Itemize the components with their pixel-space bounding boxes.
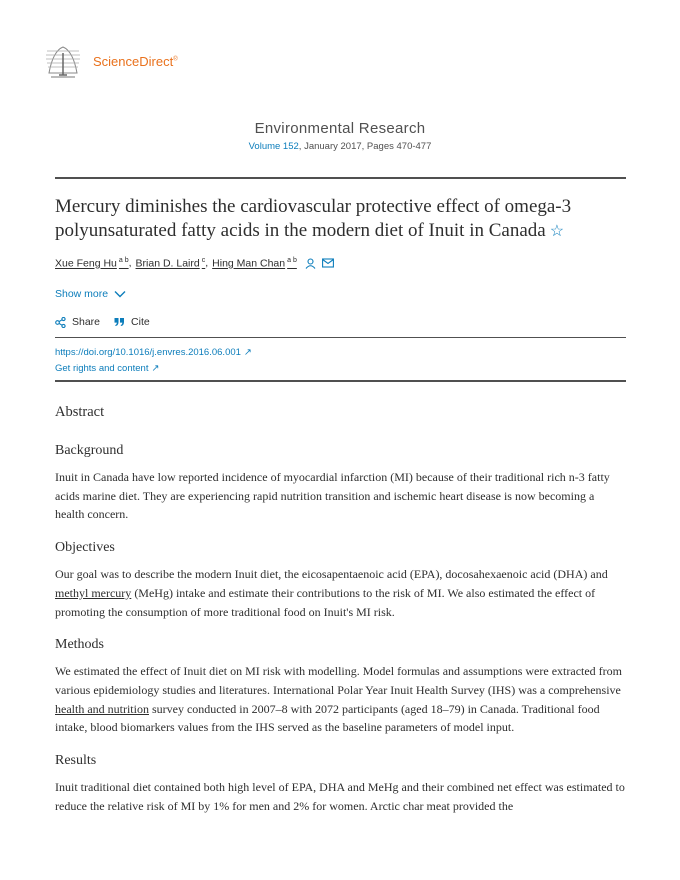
share-button[interactable] [55, 316, 100, 328]
methods-paragraph: We estimated the effect of Inuit diet on MI risk with modelling. Model formulas and assumptions were extracted from various epidemiology studies and literatures. International Polar Year Inuit Health Survey (IHS) was a comprehensive health and nutrition survey conducted in 2007–8 with 2072 participants (aged 18–79) in Canada. Traditional food intake, blood biomarkers values from the IHS served as the baseline parameters of model input. [55, 664, 622, 735]
doi-text: https://doi.org/10.1016/j.envres.2016.06.001 [55, 347, 241, 358]
doi-link[interactable] [55, 345, 252, 361]
external-link-icon: ↗ [243, 347, 252, 358]
logo-wordmark: ScienceDirect® [93, 53, 178, 69]
methyl-mercury-link[interactable]: methyl mercury [55, 585, 132, 600]
show-more-label: Show more [55, 288, 109, 300]
external-link-icon: ↗ [151, 363, 160, 374]
person-icon[interactable] [305, 258, 316, 269]
share-label: Share [72, 316, 101, 328]
actions-divider [55, 337, 626, 338]
methods-heading: Methods [55, 637, 104, 653]
chevron-down-icon [114, 290, 126, 298]
abstract-section [55, 404, 626, 831]
results-paragraph: Inuit traditional diet contained both high level of EPA, DHA and MeHg and their combined net effect was estimated to reduce the relative risk of MI by 1% for men and 2% for women. Arctic char meat provided the [55, 780, 625, 813]
journal-header [0, 120, 680, 152]
author-list: Xue Feng Hu $^{a b}$ , Brian D. Laird $^c$ , Hing Man Chan $^{a b}$ [55, 257, 334, 270]
article-title-text: Mercury diminishes the cardiovascular protective effect of omega-3 polyunsaturated fatty acids in the modern diet of Inuit in Canada [55, 196, 572, 241]
article-actions [55, 316, 150, 328]
article-title [55, 195, 626, 244]
health-and-nutrition-link[interactable]: health and nutrition [55, 701, 149, 716]
objectives-heading: Objectives [55, 540, 115, 556]
objectives-paragraph: Our goal was to describe the modern Inuit diet, the eicosapentaenoic acid (EPA), docosahexaenoic acid (DHA) and methyl mercury (MeHg) intake and estimate their contributions to the risk of MI. We also estimated the effect of promoting the consumption of more traditional food on Inuit's MI risk. [55, 567, 608, 619]
quote-icon [114, 317, 125, 327]
cite-button[interactable] [114, 316, 150, 328]
links-divider [55, 380, 626, 382]
results-heading: Results [55, 753, 97, 769]
background-paragraph: Inuit in Canada have low reported incidence of myocardial infarction (MI) because of their traditional rich n-3 fatty acids marine diet. They are experiencing rapid nutrition transition and ischemic heart disease is now becoming a health concern. [55, 470, 610, 522]
rights-text: Get rights and content [55, 363, 149, 374]
journal-meta [0, 141, 680, 152]
journal-title[interactable]: Environmental Research [254, 120, 426, 137]
header-divider [55, 177, 626, 179]
background-heading: Background [55, 443, 124, 458]
article-links [55, 345, 252, 377]
journal-date-pages: , January 2017, Pages 470-477 [298, 141, 432, 152]
volume-link[interactable]: Volume 152 [248, 141, 299, 152]
cite-label: Cite [131, 316, 150, 328]
author-link[interactable]: Brian D. Laird $^c$ [135, 257, 206, 270]
elsevier-tree-icon [43, 43, 83, 79]
email-icon[interactable] [322, 258, 334, 268]
author-link[interactable]: Xue Feng Hu $^{a b}$ [55, 257, 129, 270]
show-more-button[interactable] [55, 288, 126, 300]
author-link[interactable]: Hing Man Chan $^{a b}$ [212, 257, 297, 270]
abstract-heading: Abstract [55, 404, 105, 420]
rights-link[interactable] [55, 361, 252, 377]
share-icon [55, 317, 66, 328]
sciencedirect-logo[interactable] [43, 43, 178, 79]
star-icon[interactable]: ☆ [549, 223, 565, 240]
